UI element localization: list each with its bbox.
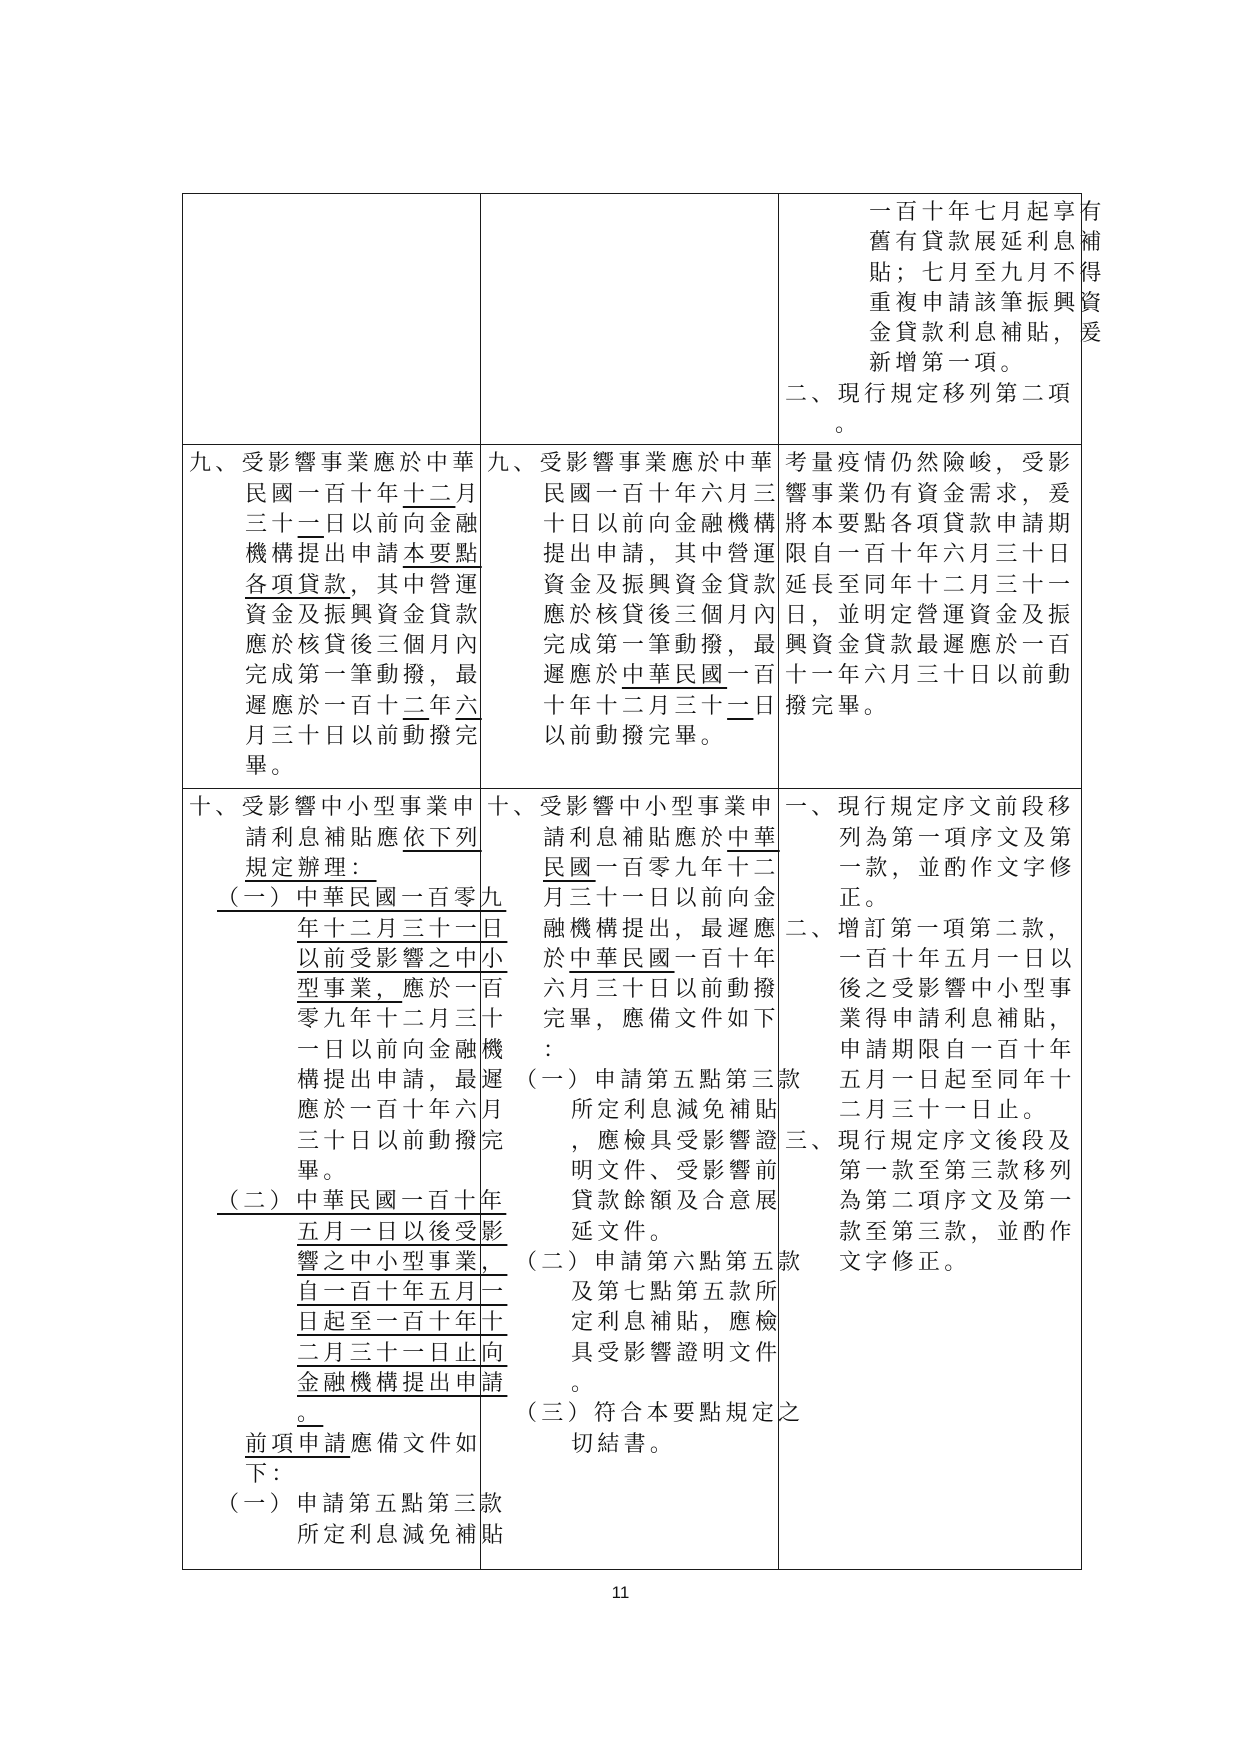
text-line: 下： xyxy=(245,1461,298,1487)
text-line: 以前受影響之中小 xyxy=(297,946,508,972)
table-row xyxy=(183,445,1082,789)
text-line: 前項申請應備文件如 xyxy=(245,1431,482,1457)
text-line: 一百十年七月起享有 xyxy=(869,200,1106,225)
text-line: 九、受影響事業應於中華 xyxy=(487,451,777,477)
amended-provision-cell xyxy=(183,445,481,789)
text-line: ： xyxy=(543,1037,570,1063)
text-line: （三）符合本要點規定之 xyxy=(515,1401,805,1427)
text-line: 一、現行規定序文前段移 xyxy=(785,795,1075,821)
text-line: 應於核貸後三個月內 xyxy=(543,602,780,628)
text-line: 限自一百十年六月三十日 xyxy=(785,542,1075,568)
text-line: 金貸款利息補貼，爰 xyxy=(869,321,1106,347)
text-line: 請利息補貼應依下列 xyxy=(245,825,482,851)
text-line: （一）申請第五點第三款 xyxy=(217,1492,507,1518)
text-line: （一）中華民國一百零九 xyxy=(217,886,507,912)
text-line: 考量疫情仍然險峻，受影 xyxy=(785,451,1075,477)
text-line: 二月三十一日止。 xyxy=(839,1098,1050,1124)
text-line: 六月三十日以前動撥 xyxy=(543,977,780,1003)
text-line: 列為第一項序文及第 xyxy=(839,825,1076,851)
text-line: 三、現行規定序文後段及 xyxy=(785,1128,1075,1154)
explanation-cell xyxy=(779,194,1106,445)
text-line: 撥完畢。 xyxy=(785,693,891,719)
text-line: 資金及振興資金貸款 xyxy=(245,602,482,628)
text-line: 民國一百零九年十二 xyxy=(543,855,780,881)
text-line: 第一款至第三款移列 xyxy=(839,1158,1076,1184)
text-line: 二、增訂第一項第二款， xyxy=(785,916,1075,942)
text-line: 十、受影響中小型事業申 xyxy=(487,795,777,821)
text-line: 業得申請利息補貼， xyxy=(839,1007,1076,1033)
text-line: 切結書。 xyxy=(571,1431,677,1457)
text-line: 九、受影響事業應於中華 xyxy=(189,451,479,477)
text-line: 後之受影響中小型事 xyxy=(839,977,1076,1003)
text-line: 請利息補貼應於中華 xyxy=(543,825,780,851)
text-line: 金融機構提出申請 xyxy=(297,1371,508,1397)
text-line: 款至第三款，並酌作 xyxy=(839,1219,1076,1245)
text-line: 五月一日起至同年十 xyxy=(839,1068,1076,1094)
text-line: 。 xyxy=(571,1371,598,1397)
text-line: 月三十一日以前向金 xyxy=(543,886,780,912)
text-line: 日起至一百十年十 xyxy=(297,1310,508,1336)
text-line: 融機構提出，最遲應 xyxy=(543,916,780,942)
explanation-cell xyxy=(779,445,1082,789)
text-line: 年十二月三十一日 xyxy=(297,916,508,942)
current-provision-cell xyxy=(481,445,779,789)
text-line: 正。 xyxy=(839,886,892,912)
text-line: 應於核貸後三個月內 xyxy=(245,633,482,659)
text-line: 明文件、受影響前 xyxy=(571,1158,782,1184)
text-line: 所定利息減免補貼 xyxy=(297,1522,508,1548)
text-line: 資金及振興資金貸款 xyxy=(543,572,780,598)
text-line: 重複申請該筆振興資 xyxy=(869,290,1106,316)
text-line: 民國一百十年六月三 xyxy=(543,481,780,507)
text-line: 申請期限自一百十年 xyxy=(839,1037,1076,1063)
table-row xyxy=(183,194,1082,445)
text-line: 五月一日以後受影 xyxy=(297,1219,508,1245)
text-line: 日，並明定營運資金及振 xyxy=(785,602,1075,628)
text-line: 興資金貸款最遲應於一百 xyxy=(785,633,1075,659)
text-line: 文字修正。 xyxy=(839,1249,971,1275)
text-line: 所定利息減免補貼 xyxy=(571,1098,782,1124)
text-line: 各項貸款，其中營運 xyxy=(245,572,482,598)
text-line: 二月三十一日止向 xyxy=(297,1340,508,1366)
text-line: 。 xyxy=(297,1401,324,1427)
text-line: 完畢，應備文件如下 xyxy=(543,1007,780,1033)
text-line: ，應檢具受影響證 xyxy=(571,1128,782,1154)
text-line: （二）申請第六點第五款 xyxy=(515,1249,805,1275)
text-line: 畢。 xyxy=(245,754,298,780)
text-line: 提出申請，其中營運 xyxy=(543,542,780,568)
amended-provision-cell xyxy=(183,194,481,445)
text-line: 十日以前向金融機構 xyxy=(543,511,780,537)
text-line: 一百十年五月一日以 xyxy=(839,946,1076,972)
text-line: 型事業，應於一百 xyxy=(297,977,508,1003)
text-line: 延長至同年十二月三十一 xyxy=(785,572,1075,598)
text-line: 十一年六月三十日以前動 xyxy=(785,663,1075,689)
text-line: 一款，並酌作文字修 xyxy=(839,855,1076,881)
text-line: （二）中華民國一百十年 xyxy=(217,1189,507,1215)
text-line: 遲應於中華民國一百 xyxy=(543,663,780,689)
text-line: 三十日以前動撥完 xyxy=(297,1128,508,1154)
text-line: 新增第一項。 xyxy=(869,351,1027,377)
text-line: 貸款餘額及合意展 xyxy=(571,1189,782,1215)
text-line: 於中華民國一百十年 xyxy=(543,946,780,972)
text-line: 響事業仍有資金需求，爰 xyxy=(785,481,1075,507)
text-line: 機構提出申請本要點 xyxy=(245,542,482,568)
text-line: 自一百十年五月一 xyxy=(297,1280,508,1306)
text-line: 應於一百十年六月 xyxy=(297,1098,508,1124)
text-line: （一）申請第五點第三款 xyxy=(515,1068,805,1094)
explanation-cell xyxy=(779,789,1082,1570)
text-line: 將本要點各項貸款申請期 xyxy=(785,511,1075,537)
text-line: 月三十日以前動撥完 xyxy=(245,724,482,750)
page-number: 11 xyxy=(611,1583,630,1602)
text-line: 構提出申請，最遲 xyxy=(297,1068,508,1094)
text-line: 一日以前向金融機 xyxy=(297,1037,508,1063)
text-line: 畢。 xyxy=(297,1158,350,1184)
text-line: 零九年十二月三十 xyxy=(297,1007,508,1033)
text-line: 三十一日以前向金融 xyxy=(245,511,482,537)
current-provision-cell xyxy=(481,194,779,445)
text-line: 完成第一筆動撥，最 xyxy=(245,663,482,689)
text-line: 延文件。 xyxy=(571,1219,677,1245)
current-provision-cell xyxy=(481,789,805,1570)
text-line: 具受影響證明文件 xyxy=(571,1340,782,1366)
text-line: 遲應於一百十二年六 xyxy=(245,693,482,719)
text-line: 定利息補貼，應檢 xyxy=(571,1310,782,1336)
table-row xyxy=(183,789,1082,1570)
text-line: 舊有貸款展延利息補 xyxy=(869,230,1106,256)
text-line: 為第二項序文及第一 xyxy=(839,1189,1076,1215)
text-line: 完成第一筆動撥，最 xyxy=(543,633,780,659)
amended-provision-cell xyxy=(183,789,508,1570)
text-line: 及第七點第五款所 xyxy=(571,1280,782,1306)
text-line: 響之中小型事業， xyxy=(297,1249,508,1275)
text-line: 。 xyxy=(835,412,862,438)
text-line: 規定辦理： xyxy=(245,855,377,881)
text-line: 貼；七月至九月不得 xyxy=(869,260,1106,286)
text-line: 二、現行規定移列第二項 xyxy=(785,381,1075,407)
amendment-comparison-table xyxy=(182,193,1106,1570)
text-line: 以前動撥完畢。 xyxy=(543,724,728,750)
text-line: 十、受影響中小型事業申 xyxy=(189,795,479,821)
text-line: 民國一百十年十二月 xyxy=(245,481,482,507)
text-line: 十年十二月三十一日 xyxy=(543,693,780,719)
